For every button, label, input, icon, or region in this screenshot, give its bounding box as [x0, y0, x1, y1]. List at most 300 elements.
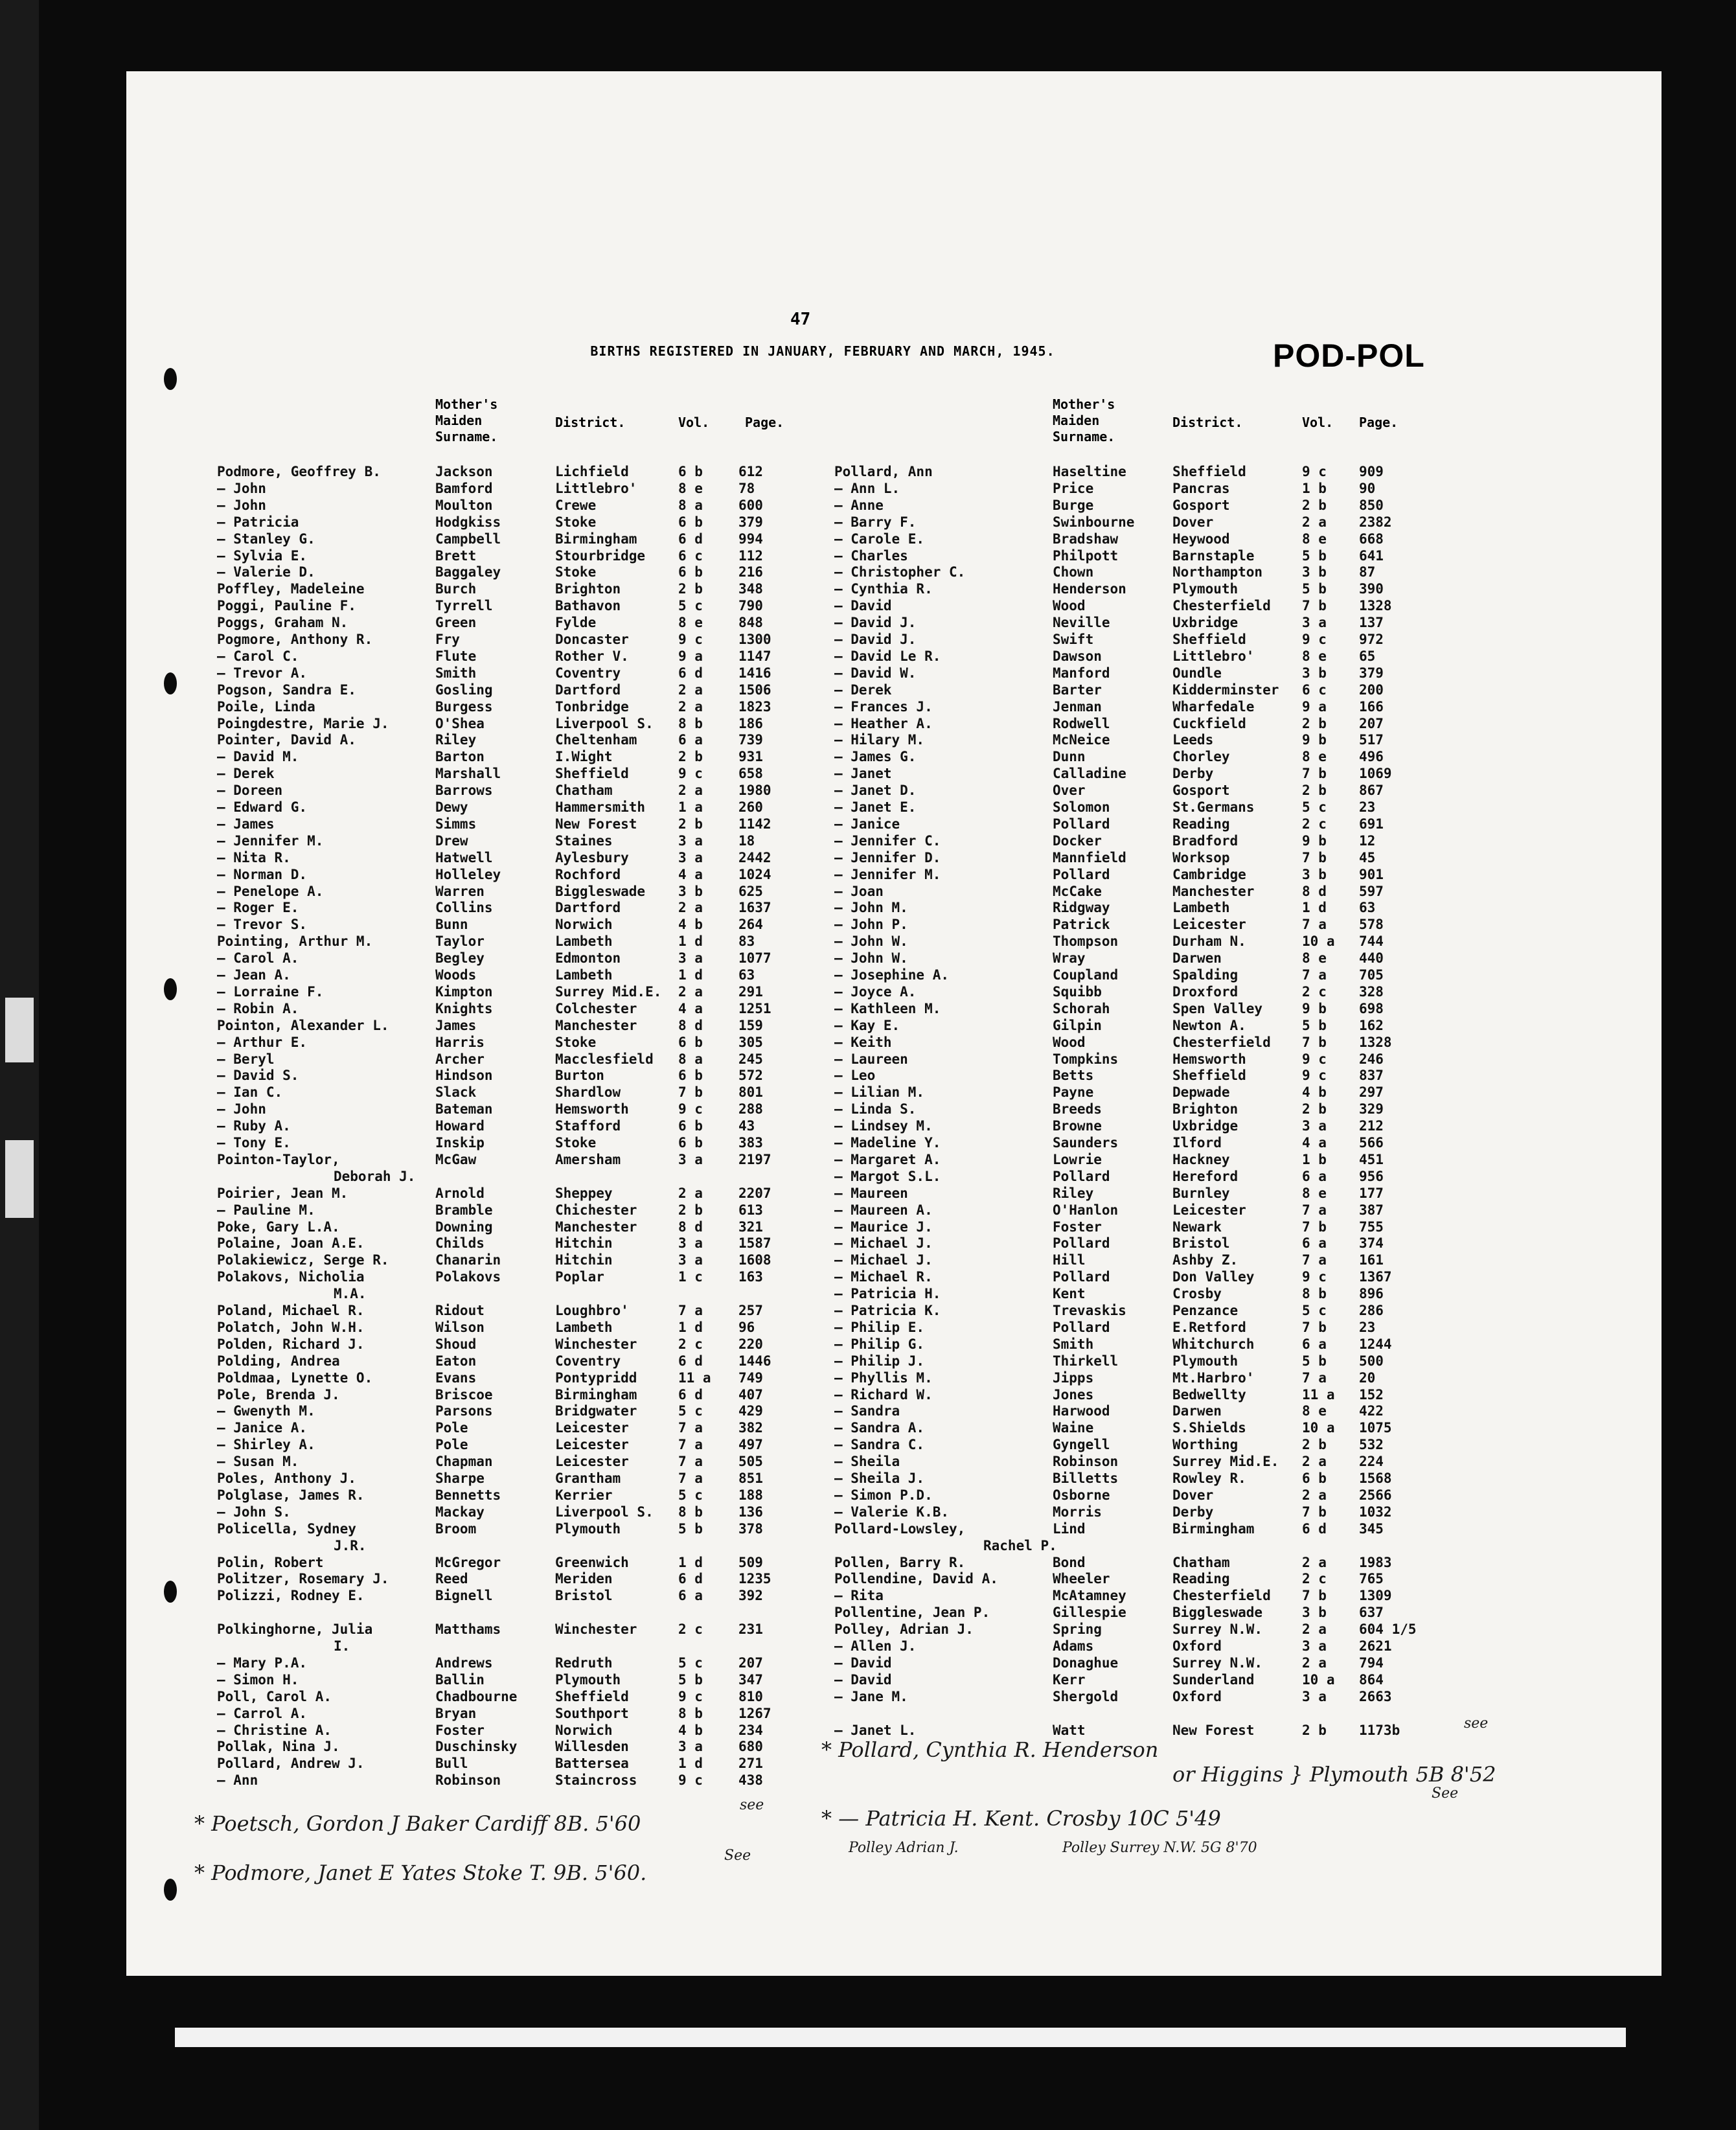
entry-page: 83	[738, 933, 755, 950]
entry-mothers-maiden-surname: Ridgway	[1053, 900, 1110, 916]
entry-mothers-maiden-surname: O'Hanlon	[1053, 1202, 1119, 1218]
entry-district: Biggleswade	[555, 883, 646, 899]
entry-page: 517	[1359, 732, 1384, 748]
entry-name: — Cynthia R.	[834, 581, 933, 597]
handwritten-see: See	[1432, 1785, 1459, 1802]
entry-volume: 11 a	[678, 1369, 711, 1386]
entry-volume: 6 b	[678, 564, 703, 580]
entry-row	[217, 1235, 819, 1252]
entry-row	[834, 1387, 1437, 1404]
entry-name: — Valerie D.	[217, 564, 315, 580]
entry-row	[834, 1353, 1437, 1370]
entry-page: 224	[1359, 1454, 1384, 1470]
entry-page: 896	[1359, 1286, 1384, 1302]
entry-page: 850	[1359, 497, 1384, 513]
entry-row	[834, 464, 1437, 481]
entry-name: — Jennifer D.	[834, 849, 941, 865]
entry-district: Mt.Harbro'	[1172, 1369, 1255, 1386]
entry-name: — David J.	[834, 615, 917, 631]
entry-volume: 2 a	[678, 783, 703, 799]
entry-volume: 9 c	[678, 632, 703, 647]
entry-mothers-maiden-surname: Woods	[435, 967, 477, 983]
entry-page: 691	[1359, 816, 1384, 832]
entry-name: — Ian C.	[217, 1084, 283, 1101]
entry-district: Chatham	[1172, 1554, 1230, 1570]
entry-name: — David W.	[834, 665, 917, 681]
entry-district: Meriden	[555, 1571, 613, 1587]
entry-district: Surrey N.W.	[1172, 1621, 1263, 1638]
entry-row	[217, 1739, 819, 1756]
entry-name: — John	[217, 480, 266, 496]
entry-volume: 6 d	[678, 1571, 703, 1587]
entry-district: Bristol	[555, 1588, 613, 1604]
entry-district: Northampton	[1172, 564, 1263, 580]
header-mothers-maiden-surname: Mother's Maiden Surname.	[1053, 396, 1115, 444]
entry-mothers-maiden-surname: Pole	[435, 1420, 468, 1436]
entry-page: 166	[1359, 698, 1384, 715]
entry-district: Leicester	[1172, 917, 1246, 933]
entry-row	[217, 1084, 819, 1101]
entry-district: Bridgwater	[555, 1403, 637, 1419]
entry-page: 438	[738, 1772, 763, 1789]
entry-mothers-maiden-surname: Bond	[1053, 1554, 1086, 1570]
entry-page: 500	[1359, 1353, 1384, 1369]
entry-mothers-maiden-surname: Ballin	[435, 1671, 485, 1688]
entry-page: 597	[1359, 883, 1384, 899]
entry-row	[834, 1403, 1437, 1420]
entry-row	[217, 1621, 819, 1655]
binder-hole	[164, 672, 177, 694]
entry-volume: 4 a	[678, 866, 703, 882]
entry-page: 1024	[738, 866, 771, 882]
entry-name: Pointon-Taylor,	[217, 1151, 340, 1167]
entry-row	[834, 481, 1437, 498]
entry-district: Droxford	[1172, 983, 1239, 1000]
entry-page: 329	[1359, 1101, 1384, 1117]
film-edge-mark	[5, 998, 34, 1062]
entry-row	[834, 1588, 1437, 1605]
entry-row	[217, 850, 819, 867]
entry-volume: 8 b	[678, 715, 703, 731]
entry-mothers-maiden-surname: Swift	[1053, 632, 1094, 647]
entry-volume: 2 a	[1302, 514, 1327, 530]
handwritten-note-patricia: * — Patricia H. Kent. Crosby 10C 5'49	[821, 1806, 1221, 1831]
entry-mothers-maiden-surname: Barrows	[435, 783, 493, 799]
entry-district: Birmingham	[1172, 1520, 1255, 1537]
entry-page: 801	[738, 1084, 763, 1101]
entry-page: 612	[738, 464, 763, 479]
entry-district: Edmonton	[555, 950, 621, 967]
entry-mothers-maiden-surname: Green	[435, 615, 477, 631]
entry-name-continuation: Deborah J.	[334, 1168, 416, 1184]
entry-name: — Michael J.	[834, 1252, 933, 1268]
entry-mothers-maiden-surname: Henderson	[1053, 581, 1126, 597]
entry-row	[834, 581, 1437, 598]
entry-district: Manchester	[1172, 883, 1255, 899]
entry-page: 613	[738, 1202, 763, 1218]
entry-name: — Richard W.	[834, 1386, 933, 1403]
entry-volume: 2 a	[1302, 1621, 1327, 1638]
entry-name: — Pauline M.	[217, 1202, 315, 1218]
entry-district: Norwich	[555, 917, 613, 933]
entry-row	[834, 1571, 1437, 1588]
entry-page: 572	[738, 1068, 763, 1084]
entry-district: Chesterfield	[1172, 1588, 1271, 1604]
entry-page: 451	[1359, 1151, 1384, 1167]
entry-name: Pointon, Alexander L.	[217, 1017, 389, 1033]
entry-page: 387	[1359, 1202, 1384, 1218]
entry-mothers-maiden-surname: Shoud	[435, 1336, 477, 1352]
handwritten-note-poetsch: * Poetsch, Gordon J Baker Cardiff 8B. 5'60	[194, 1811, 641, 1836]
entry-mothers-maiden-surname: Shergold	[1053, 1688, 1119, 1704]
entry-name: — Jean A.	[217, 967, 291, 983]
entry-page: 532	[1359, 1437, 1384, 1453]
entry-mothers-maiden-surname: Marshall	[435, 766, 501, 782]
entry-volume: 7 b	[1302, 1504, 1327, 1520]
entry-row	[217, 1454, 819, 1471]
entry-district: Brighton	[555, 581, 621, 597]
entry-row	[217, 1555, 819, 1572]
entry-row	[217, 531, 819, 548]
entry-name: — Madeline Y.	[834, 1135, 941, 1151]
entry-page: 810	[738, 1688, 763, 1704]
entry-name: Policella, Sydney	[217, 1520, 356, 1537]
entry-mothers-maiden-surname: Adams	[1053, 1638, 1094, 1654]
entry-name: — Carrol A.	[217, 1705, 308, 1721]
entry-mothers-maiden-surname: Ridout	[435, 1303, 485, 1318]
entry-mothers-maiden-surname: Robinson	[1053, 1454, 1119, 1470]
entry-mothers-maiden-surname: Mackay	[435, 1504, 485, 1520]
entry-page: 288	[738, 1101, 763, 1117]
entry-mothers-maiden-surname: Bradshaw	[1053, 531, 1119, 547]
handwritten-note-polley: Polley Adrian J.	[849, 1840, 959, 1856]
entry-page: 765	[1359, 1571, 1384, 1587]
entry-row	[217, 1320, 819, 1336]
entry-volume: 9 b	[1302, 732, 1327, 748]
entry-page: 790	[738, 598, 763, 614]
entry-mothers-maiden-surname: Hill	[1053, 1252, 1086, 1268]
entry-volume: 3 a	[678, 1739, 703, 1755]
entry-row	[217, 648, 819, 665]
entry-name: Poggs, Graham N.	[217, 615, 348, 631]
entry-district: Lichfield	[555, 464, 629, 479]
entry-volume: 2 b	[678, 749, 703, 765]
entry-row	[834, 1655, 1437, 1672]
entry-volume: 2 b	[1302, 715, 1327, 731]
entry-page: 972	[1359, 632, 1384, 647]
entry-page: 321	[738, 1219, 763, 1235]
entry-district: Hitchin	[555, 1235, 613, 1252]
entry-name: — David S.	[217, 1068, 299, 1084]
entry-volume: 6 a	[678, 732, 703, 748]
entry-volume: 8 e	[1302, 749, 1327, 765]
entry-page: 705	[1359, 967, 1384, 983]
entry-name: — Jane M.	[834, 1688, 908, 1704]
entry-volume: 2 b	[1302, 1437, 1327, 1453]
entry-district: Stoke	[555, 1034, 597, 1050]
entry-page: 994	[738, 531, 763, 547]
entry-page: 625	[738, 883, 763, 899]
entry-page: 497	[738, 1437, 763, 1453]
entry-district: Spen Valley	[1172, 1000, 1263, 1016]
entry-page: 136	[738, 1504, 763, 1520]
entry-mothers-maiden-surname: Coupland	[1053, 967, 1119, 983]
entry-name: — Stanley G.	[217, 531, 315, 547]
entry-volume: 2 b	[678, 1202, 703, 1218]
entry-district: Biggleswade	[1172, 1605, 1263, 1621]
entry-district: Chorley	[1172, 749, 1230, 765]
entry-row	[834, 1689, 1437, 1706]
entry-volume: 7 b	[1302, 766, 1327, 782]
entry-district: Southport	[555, 1705, 629, 1721]
entry-row	[217, 1504, 819, 1521]
entry-mothers-maiden-surname: Moulton	[435, 497, 493, 513]
entry-volume: 6 d	[678, 1386, 703, 1403]
entry-district: Doncaster	[555, 632, 629, 647]
entry-row	[834, 1001, 1437, 1018]
entry-volume: 8 e	[1302, 531, 1327, 547]
entry-volume: 2 b	[1302, 497, 1327, 513]
entry-page: 1142	[738, 816, 771, 832]
entry-name: — Carol A.	[217, 950, 299, 967]
entry-mothers-maiden-surname: Inskip	[435, 1135, 485, 1151]
entry-mothers-maiden-surname: Simms	[435, 816, 477, 832]
left-column-headers	[217, 396, 865, 448]
entry-name: Poldmaa, Lynette O.	[217, 1369, 373, 1386]
entry-mothers-maiden-surname: Burge	[1053, 497, 1094, 513]
entry-row	[217, 1101, 819, 1118]
entry-district: Cambridge	[1172, 866, 1246, 882]
entry-row	[217, 1370, 819, 1387]
entry-page: 382	[738, 1420, 763, 1436]
entry-name-continuation: M.A.	[334, 1286, 367, 1302]
entry-mothers-maiden-surname: Trevaskis	[1053, 1303, 1126, 1318]
header-page: Page.	[745, 415, 784, 430]
entry-row	[217, 1001, 819, 1018]
entry-mothers-maiden-surname: Morris	[1053, 1504, 1102, 1520]
entry-mothers-maiden-surname: Osborne	[1053, 1487, 1110, 1503]
entry-district: Staincross	[555, 1772, 637, 1789]
entry-page: 2566	[1359, 1487, 1392, 1503]
entry-district: Whitchurch	[1172, 1336, 1255, 1352]
entry-district: Sheffield	[555, 1688, 629, 1704]
entry-page: 2382	[1359, 514, 1392, 530]
entry-name: Polden, Richard J.	[217, 1336, 365, 1352]
entry-name: Pollak, Nina J.	[217, 1739, 340, 1755]
entry-name: Polaine, Joan A.E.	[217, 1235, 365, 1252]
entry-name: — John	[217, 1101, 266, 1117]
entry-volume: 7 a	[678, 1471, 703, 1486]
entry-district: Coventry	[555, 1353, 621, 1369]
entry-mothers-maiden-surname: Pollard	[1053, 866, 1110, 882]
entry-page: 383	[738, 1135, 763, 1151]
entry-district: Burton	[555, 1068, 604, 1084]
header-district: District.	[555, 415, 626, 430]
entry-row	[217, 1387, 819, 1404]
entry-name: — Patricia	[217, 514, 299, 530]
entry-name: — Sheila J.	[834, 1471, 925, 1486]
entry-volume: 7 a	[1302, 1252, 1327, 1268]
entry-volume: 6 b	[678, 1034, 703, 1050]
entry-row	[217, 884, 819, 900]
entry-volume: 1 d	[678, 1554, 703, 1570]
entry-page: 23	[1359, 1319, 1376, 1335]
entry-mothers-maiden-surname: Robinson	[435, 1772, 501, 1789]
entry-mothers-maiden-surname: Foster	[1053, 1219, 1102, 1235]
entry-row	[217, 1035, 819, 1051]
entry-row	[834, 933, 1437, 950]
entry-volume: 9 c	[678, 1101, 703, 1117]
entry-district: Grantham	[555, 1471, 621, 1486]
entry-name: — Allen J.	[834, 1638, 917, 1654]
entry-district: Derby	[1172, 766, 1214, 782]
entry-row	[834, 749, 1437, 766]
entry-district: Darwen	[1172, 1403, 1222, 1419]
entry-page: 345	[1359, 1520, 1384, 1537]
page-title: BIRTHS REGISTERED IN JANUARY, FEBRUARY AND MARCH, 1945.	[590, 343, 1055, 359]
entry-volume: 5 c	[678, 598, 703, 614]
entry-row	[834, 665, 1437, 682]
entry-name: — John	[217, 497, 266, 513]
entry-name: — John M.	[834, 900, 908, 916]
entry-row	[217, 1151, 819, 1184]
entry-page: 328	[1359, 983, 1384, 1000]
entry-page: 137	[1359, 615, 1384, 631]
entry-name: — Trevor A.	[217, 665, 308, 681]
entry-name: Pollen, Barry R.	[834, 1554, 966, 1570]
entry-district: Shardlow	[555, 1084, 621, 1101]
entry-row	[217, 716, 819, 733]
entry-row	[834, 917, 1437, 933]
entry-row	[834, 1152, 1437, 1169]
entry-page: 2442	[738, 849, 771, 865]
entry-name: Polin, Robert	[217, 1554, 324, 1570]
entry-district: Leeds	[1172, 732, 1214, 748]
entry-row	[834, 531, 1437, 548]
entry-mothers-maiden-surname: Waine	[1053, 1420, 1094, 1436]
entry-mothers-maiden-surname: Smith	[1053, 1336, 1094, 1352]
entry-row	[834, 615, 1437, 632]
entry-mothers-maiden-surname: Dawson	[1053, 648, 1102, 664]
entry-volume: 8 e	[1302, 648, 1327, 664]
header-vol: Vol.	[1302, 415, 1334, 430]
entry-row	[834, 1555, 1437, 1572]
entry-row	[217, 1202, 819, 1219]
entry-name: — Robin A.	[217, 1000, 299, 1016]
entry-volume: 9 a	[1302, 698, 1327, 715]
binder-hole	[164, 1879, 177, 1901]
entry-volume: 7 b	[1302, 1219, 1327, 1235]
entry-page: 348	[738, 581, 763, 597]
entry-mothers-maiden-surname: Pollard	[1053, 816, 1110, 832]
entry-district: Worthing	[1172, 1437, 1239, 1453]
entry-district: S.Shields	[1172, 1420, 1246, 1436]
entry-name: — Trevor S.	[217, 917, 308, 933]
entry-row	[217, 1336, 819, 1353]
entry-page: 566	[1359, 1135, 1384, 1151]
entry-district: Hereford	[1172, 1168, 1239, 1184]
entry-row	[834, 1454, 1437, 1471]
entry-row	[834, 1621, 1437, 1638]
entry-mothers-maiden-surname: Bunn	[435, 917, 468, 933]
entry-mothers-maiden-surname: Duschinsky	[435, 1739, 518, 1755]
entry-name: — Derek	[217, 766, 275, 782]
entry-volume: 5 c	[678, 1487, 703, 1503]
entry-volume: 1 d	[1302, 900, 1327, 916]
entry-name: — Tony E.	[217, 1135, 291, 1151]
entry-name: Polglase, James R.	[217, 1487, 365, 1503]
entry-row	[834, 850, 1437, 867]
entry-page: 286	[1359, 1303, 1384, 1318]
entry-mothers-maiden-surname: Downing	[435, 1219, 493, 1235]
entry-page: 1587	[738, 1235, 771, 1252]
entry-row	[834, 564, 1437, 581]
entry-row	[217, 1353, 819, 1370]
entry-name: — Sandra	[834, 1403, 900, 1419]
entry-district: Surrey N.W.	[1172, 1655, 1263, 1671]
entry-district: Gosport	[1172, 783, 1230, 799]
entry-mothers-maiden-surname: Swinbourne	[1053, 514, 1135, 530]
handwritten-note-polley-cont: Polley Surrey N.W. 5G 8'70	[1062, 1840, 1257, 1856]
entry-name: — Nita R.	[217, 849, 291, 865]
entry-name: Poirier, Jean M.	[217, 1185, 348, 1201]
entry-mothers-maiden-surname: Jenman	[1053, 698, 1102, 715]
entry-page: 604 1/5	[1359, 1621, 1417, 1638]
entry-district: Surrey Mid.E.	[1172, 1454, 1279, 1470]
surname-range: POD-POL	[1273, 338, 1425, 374]
entry-page: 152	[1359, 1386, 1384, 1403]
entry-district: Kidderminster	[1172, 681, 1279, 698]
entry-page: 1075	[1359, 1420, 1392, 1436]
entry-name: — Norman D.	[217, 866, 308, 882]
entry-mothers-maiden-surname: McAtamney	[1053, 1588, 1126, 1604]
entry-page: 43	[738, 1118, 755, 1134]
entry-volume: 2 a	[678, 698, 703, 715]
handwritten-see: see	[1464, 1715, 1489, 1732]
entry-district: Loughbro'	[555, 1303, 629, 1318]
entry-name: — Janet D.	[834, 783, 917, 799]
entry-row	[217, 900, 819, 917]
entry-row	[217, 481, 819, 498]
entry-district: Newton A.	[1172, 1017, 1246, 1033]
binder-hole	[164, 1581, 177, 1603]
entry-district: Norwich	[555, 1722, 613, 1738]
entry-row	[834, 1235, 1437, 1252]
entry-page: 390	[1359, 581, 1384, 597]
entry-name: — Mary P.A.	[217, 1655, 308, 1671]
entry-page: 245	[738, 1051, 763, 1067]
entry-page: 63	[1359, 900, 1376, 916]
entry-district: Lambeth	[555, 933, 613, 950]
entry-volume: 7 b	[1302, 1319, 1327, 1335]
entry-name: — Joan	[834, 883, 884, 899]
entry-volume: 6 b	[678, 1135, 703, 1151]
entry-name: — Ann	[217, 1772, 258, 1789]
entry-mothers-maiden-surname: Spring	[1053, 1621, 1102, 1638]
entry-name: — Simon H.	[217, 1671, 299, 1688]
handwritten-see: See	[724, 1848, 751, 1864]
film-edge-mark	[5, 1140, 34, 1218]
entry-mothers-maiden-surname: Patrick	[1053, 917, 1110, 933]
entry-district: Plymouth	[555, 1520, 621, 1537]
entry-district: Macclesfield	[555, 1051, 654, 1067]
entry-name: Pollendine, David A.	[834, 1571, 998, 1587]
entry-page: 12	[1359, 832, 1376, 849]
entry-mothers-maiden-surname: Wilson	[435, 1319, 485, 1335]
entry-mothers-maiden-surname: Harris	[435, 1034, 485, 1050]
entry-row	[834, 1320, 1437, 1336]
entry-volume: 8 a	[678, 1051, 703, 1067]
